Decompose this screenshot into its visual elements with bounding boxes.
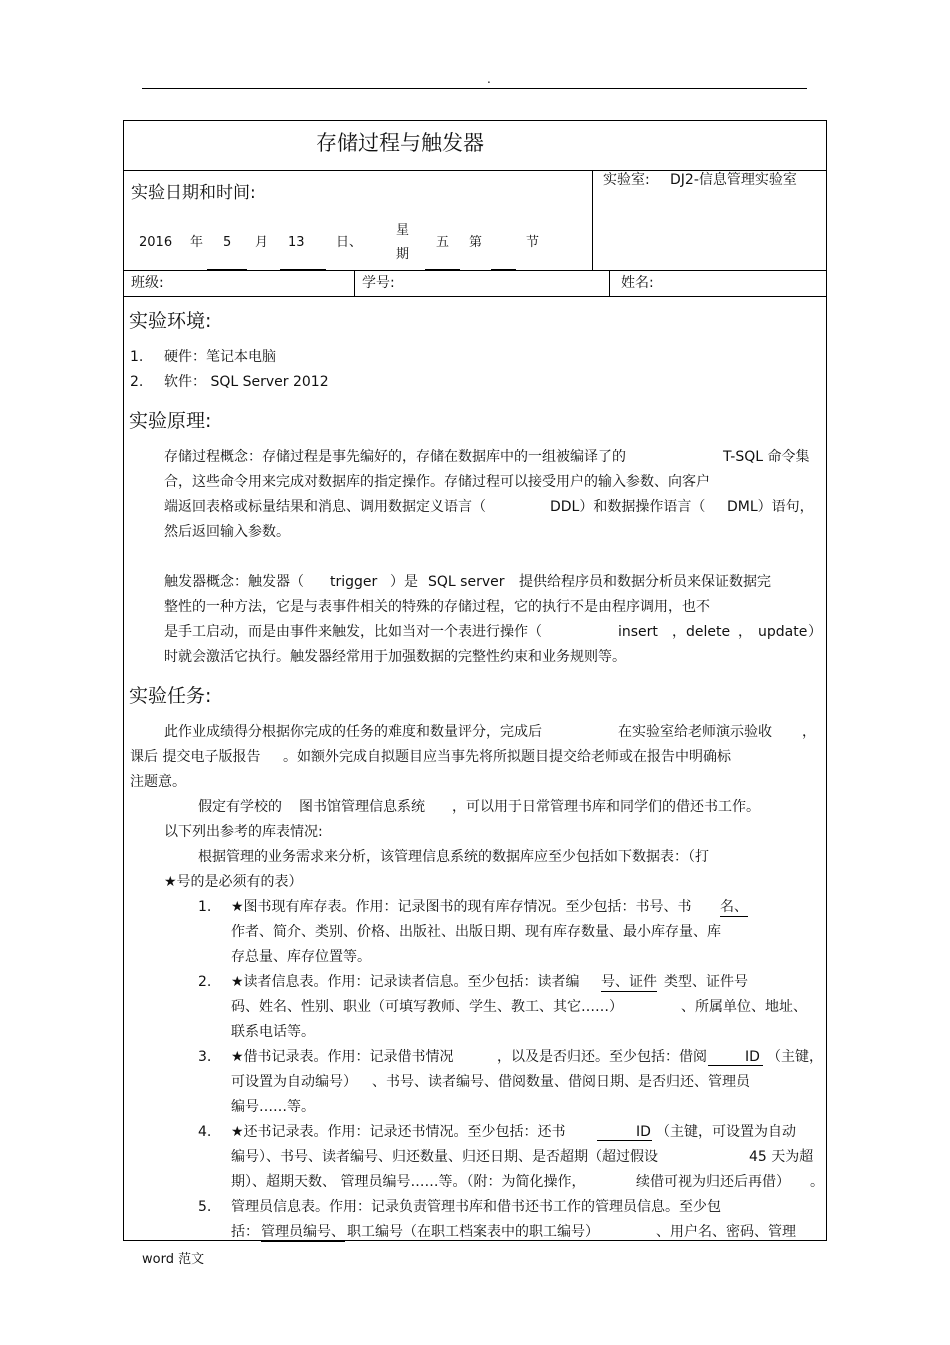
task-item-line: 类型、证件号 <box>664 974 748 990</box>
date-period-underline <box>491 269 516 270</box>
principle-line: ，delete <box>672 624 731 640</box>
date-lab-divider <box>592 170 593 270</box>
name-field-label: 姓名: <box>621 275 654 291</box>
principle-line: 整性的一种方法，它是与表事件相关的特殊的存储过程，它的执行不是由程序调用，也不 <box>164 599 710 615</box>
task-item-line: 括： <box>231 1224 259 1240</box>
task-item-line: ，以及是否归还。至少包括：借阅 <box>497 1049 707 1065</box>
task-item-num: 5. <box>198 1199 212 1215</box>
task-intro-line: 注题意。 <box>130 774 186 790</box>
task-intro-line: 在实验室给老师演示验收 <box>618 724 772 740</box>
task-intro-line: 。如额外完成自拟题目应当事先将所拟题目提交给老师或在报告中明确标 <box>283 749 731 765</box>
date-month: 5 <box>223 235 232 250</box>
task-item-line: ID <box>636 1124 651 1140</box>
task-intro-line: 假定有学校的 <box>198 799 282 815</box>
date-di: 第 <box>469 235 483 250</box>
task-item-line: （主键， <box>767 1049 823 1065</box>
principle-line: trigger <box>330 574 378 590</box>
principle-line: T-SQL 命令集 <box>723 449 810 465</box>
task-item-line: 。 <box>810 1174 824 1190</box>
page-title: 存储过程与触发器 <box>316 131 484 155</box>
table-border-top <box>123 120 827 121</box>
date-period-unit: 节 <box>526 235 540 250</box>
env-item-num: 2. <box>130 374 144 390</box>
env-heading: 实验环境: <box>129 310 212 332</box>
fields-bottom-divider <box>123 296 827 297</box>
lab-room-value: DJ2-信息管理实验室 <box>670 172 797 188</box>
table-border-right <box>826 120 827 1241</box>
principle-line: 提供给程序员和数据分析员来保证数据完 <box>519 574 771 590</box>
principle-heading: 实验原理: <box>129 410 212 432</box>
lab-room-label: 实验室: <box>603 172 650 188</box>
header-rule <box>142 88 807 89</box>
date-weekday: 五 <box>436 235 450 250</box>
task-item-line: 作者、简介、类别、价格、出版社、出版日期、现有库存数量、最小库存量、库 <box>231 924 721 940</box>
task-intro-line: ，可以用于日常管理书库和同学们的借还书工作。 <box>452 799 760 815</box>
date-day-underline <box>280 269 326 270</box>
task-item-line: ★读者信息表。作用：记录读者信息。至少包括：读者编 <box>231 974 580 990</box>
env-item-text: 软件： SQL Server 2012 <box>164 374 329 390</box>
env-item-text: 硬件：笔记本电脑 <box>164 349 276 365</box>
task-intro-line: 以下列出参考的库表情况: <box>164 824 323 840</box>
task-item-num: 1. <box>198 899 212 915</box>
class-field-label: 班级: <box>131 275 164 291</box>
task-item-num: 3. <box>198 1049 212 1065</box>
principle-line: update <box>758 624 808 640</box>
date-month-unit: 月 <box>255 235 269 250</box>
principle-line: 时就会激活它执行。触发器经常用于加强数据的完整性约束和业务规则等。 <box>164 649 626 665</box>
principle-line: 端返回表格或标量结果和消息、调用数据定义语言（ <box>164 499 486 515</box>
principle-line: DDL）和数据操作语言（ <box>550 499 706 515</box>
footer-text: word 范文 <box>142 1252 205 1267</box>
principle-line: ， <box>738 624 752 640</box>
env-item-num: 1. <box>130 349 144 365</box>
header-dot: . <box>487 72 491 86</box>
principle-line: 然后返回输入参数。 <box>164 524 290 540</box>
task-item-line: 管理员信息表。作用：记录负责管理书库和借书还书工作的管理员信息。至少包 <box>231 1199 721 1215</box>
task-item-line: 名、 <box>720 899 748 915</box>
fields-top-divider <box>123 270 827 271</box>
principle-line: DML）语句， <box>727 499 814 515</box>
task-item-line: 号、证件 <box>601 974 657 990</box>
task-intro-line: ★号的是必须有的表） <box>164 874 303 890</box>
date-label: 实验日期和时间: <box>131 183 256 203</box>
principle-line: ） <box>808 624 822 640</box>
date-day-unit: 日、 <box>336 235 363 250</box>
principle-line: 合，这些命令用来完成对数据库的指定操作。存储过程可以接受用户的输入参数、向客户 <box>164 474 710 490</box>
task-item-line: 可设置为自动编号） <box>231 1074 357 1090</box>
date-year-unit: 年 <box>190 235 204 250</box>
task-item-line: ★还书记录表。作用：记录还书情况。至少包括：还书 <box>231 1124 566 1140</box>
task-item-line: 编号）、书号、读者编号、归还数量、归还日期、是否超期（超过假设 <box>231 1149 658 1165</box>
task-item-line: ★图书现有库存表。作用：记录图书的现有库存情况。至少包括：书号、书 <box>231 899 692 915</box>
task-item-line: 、所属单位、地址、 <box>681 999 807 1015</box>
task-item-line: ★借书记录表。作用：记录借书情况 <box>231 1049 454 1065</box>
task-item-line: 存总量、库存位置等。 <box>231 949 371 965</box>
table-border-left <box>123 120 124 1241</box>
task-item-num: 4. <box>198 1124 212 1140</box>
principle-line: 存储过程概念：存储过程是事先编好的，存储在数据库中的一组被编译了的 <box>164 449 626 465</box>
task-item-line: 期）、超期天数、 管理员编号……等。（附：为简化操作， <box>231 1174 586 1190</box>
task-item-line: 续借可视为归还后再借） <box>636 1174 790 1190</box>
date-month-underline <box>207 269 247 270</box>
task-item-line: （主键，可设置为自动 <box>656 1124 796 1140</box>
task-intro-line: 课后 提交电子版报告 <box>130 749 261 765</box>
date-weekday-underline <box>425 269 460 270</box>
date-day: 13 <box>288 235 305 250</box>
task-intro-line: 图书馆管理信息系统 <box>299 799 425 815</box>
task-item-line: 45 天为超 <box>749 1149 814 1165</box>
task-item-line: 联系电话等。 <box>231 1024 315 1040</box>
task-item-line: 、用户名、密码、管理 <box>656 1224 796 1240</box>
task-item-num: 2. <box>198 974 212 990</box>
task-item-line: 职工编号（在职工档案表中的职工编号） <box>347 1224 599 1240</box>
principle-line: ）是 <box>390 574 418 590</box>
week-label-bottom: 期 <box>396 247 410 262</box>
principle-line: 触发器概念：触发器（ <box>164 574 304 590</box>
task-item-line: 、书号、读者编号、借阅数量、借阅日期、是否归还、管理员 <box>372 1074 750 1090</box>
class-id-divider <box>354 270 355 297</box>
student-id-field-label: 学号: <box>362 275 395 291</box>
task-intro-line: 此作业成绩得分根据你完成的任务的难度和数量评分，完成后 <box>164 724 542 740</box>
principle-line: 是手工启动，而是由事件来触发，比如当对一个表进行操作（ <box>164 624 542 640</box>
task-intro-line: ， <box>802 724 816 740</box>
date-year: 2016 <box>139 235 173 250</box>
task-item-line: 编号……等。 <box>231 1099 315 1115</box>
task-item-line: 管理员编号、 <box>261 1224 345 1240</box>
task-heading: 实验任务: <box>129 685 212 707</box>
task-item-line: ID <box>745 1049 760 1065</box>
id-name-divider <box>609 270 610 297</box>
principle-line: SQL server <box>428 574 505 590</box>
week-label-top: 星 <box>396 223 410 238</box>
task-intro-line: 根据管理的业务需求来分析，该管理信息系统的数据库应至少包括如下数据表：（打 <box>198 849 709 865</box>
task-item-line: 码、姓名、性别、职业（可填写教师、学生、教工、其它……） <box>231 999 623 1015</box>
principle-line: insert <box>618 624 658 640</box>
